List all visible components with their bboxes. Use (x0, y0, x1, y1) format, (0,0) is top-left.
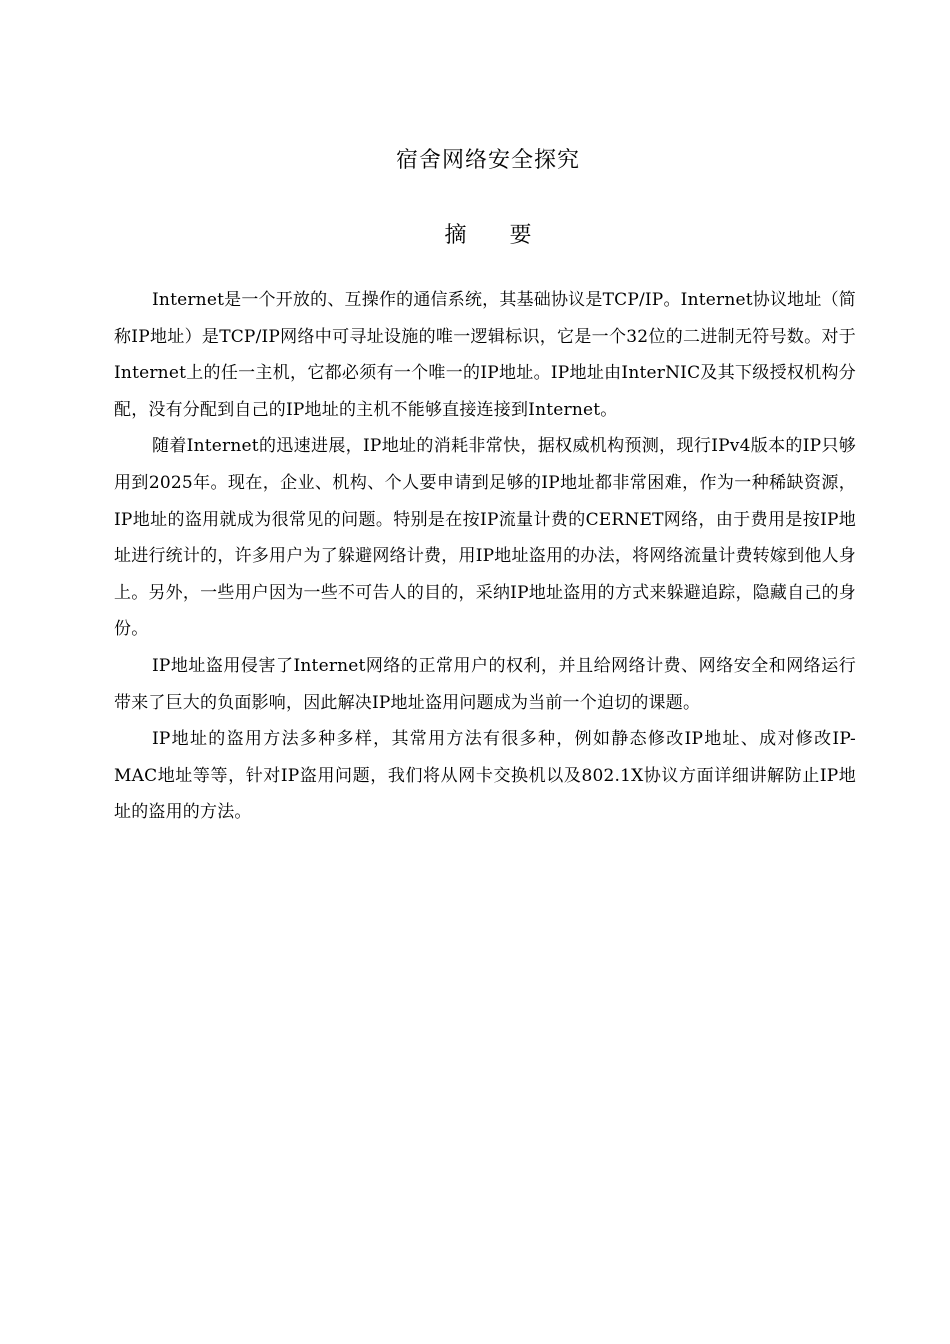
abstract-paragraph: IP地址盗用侵害了Internet网络的正常用户的权利，并且给网络计费、网络安全和网络运行带来了巨大的负面影响，因此解决IP地址盗用问题成为当前一个迫切的课题。 (114, 655, 856, 713)
abstract-heading: 摘 要 (444, 223, 550, 248)
document-title: 宿舍网络安全探究 (395, 148, 580, 173)
abstract-paragraph: IP地址的盗用方法多种多样，其常用方法有很多种，例如静态修改IP地址、成对修改IP-MAC地址等等，针对IP盗用问题，我们将从网卡交换机以及802.1X协议方面详细讲解防止IP地址的盗用的方法。 (114, 729, 856, 823)
abstract-body (114, 282, 856, 831)
abstract-paragraph: Internet是一个开放的、互操作的通信系统，其基础协议是TCP/IP。Internet协议地址（简称IP地址）是TCP/IP网络中可寻址设施的唯一逻辑标识，它是一个32位的二进制无符号数。对于Internet上的任一主机，它都必须有一个唯一的IP地址。IP地址由InterNIC及其下级授权机构分配，没有分配到自己的IP地址的主机不能够直接连接到Internet。 (114, 290, 856, 420)
abstract-paragraph: 随着Internet的迅速进展，IP地址的消耗非常快，据权威机构预测，现行IPv4版本的IP只够用到2025年。现在，企业、机构、个人要申请到足够的IP地址都非常困难，作为一种稀缺资源，IP地址的盗用就成为很常见的问题。特别是在按IP流量计费的CERNET网络，由于费用是按IP地址进行统计的，许多用户为了躲避网络计费，用IP地址盗用的办法，将网络流量计费转嫁到他人身上。另外，一些用户因为一些不可告人的目的，采纳IP地址盗用的方式来躲避追踪，隐藏自己的身份。 (114, 436, 856, 640)
